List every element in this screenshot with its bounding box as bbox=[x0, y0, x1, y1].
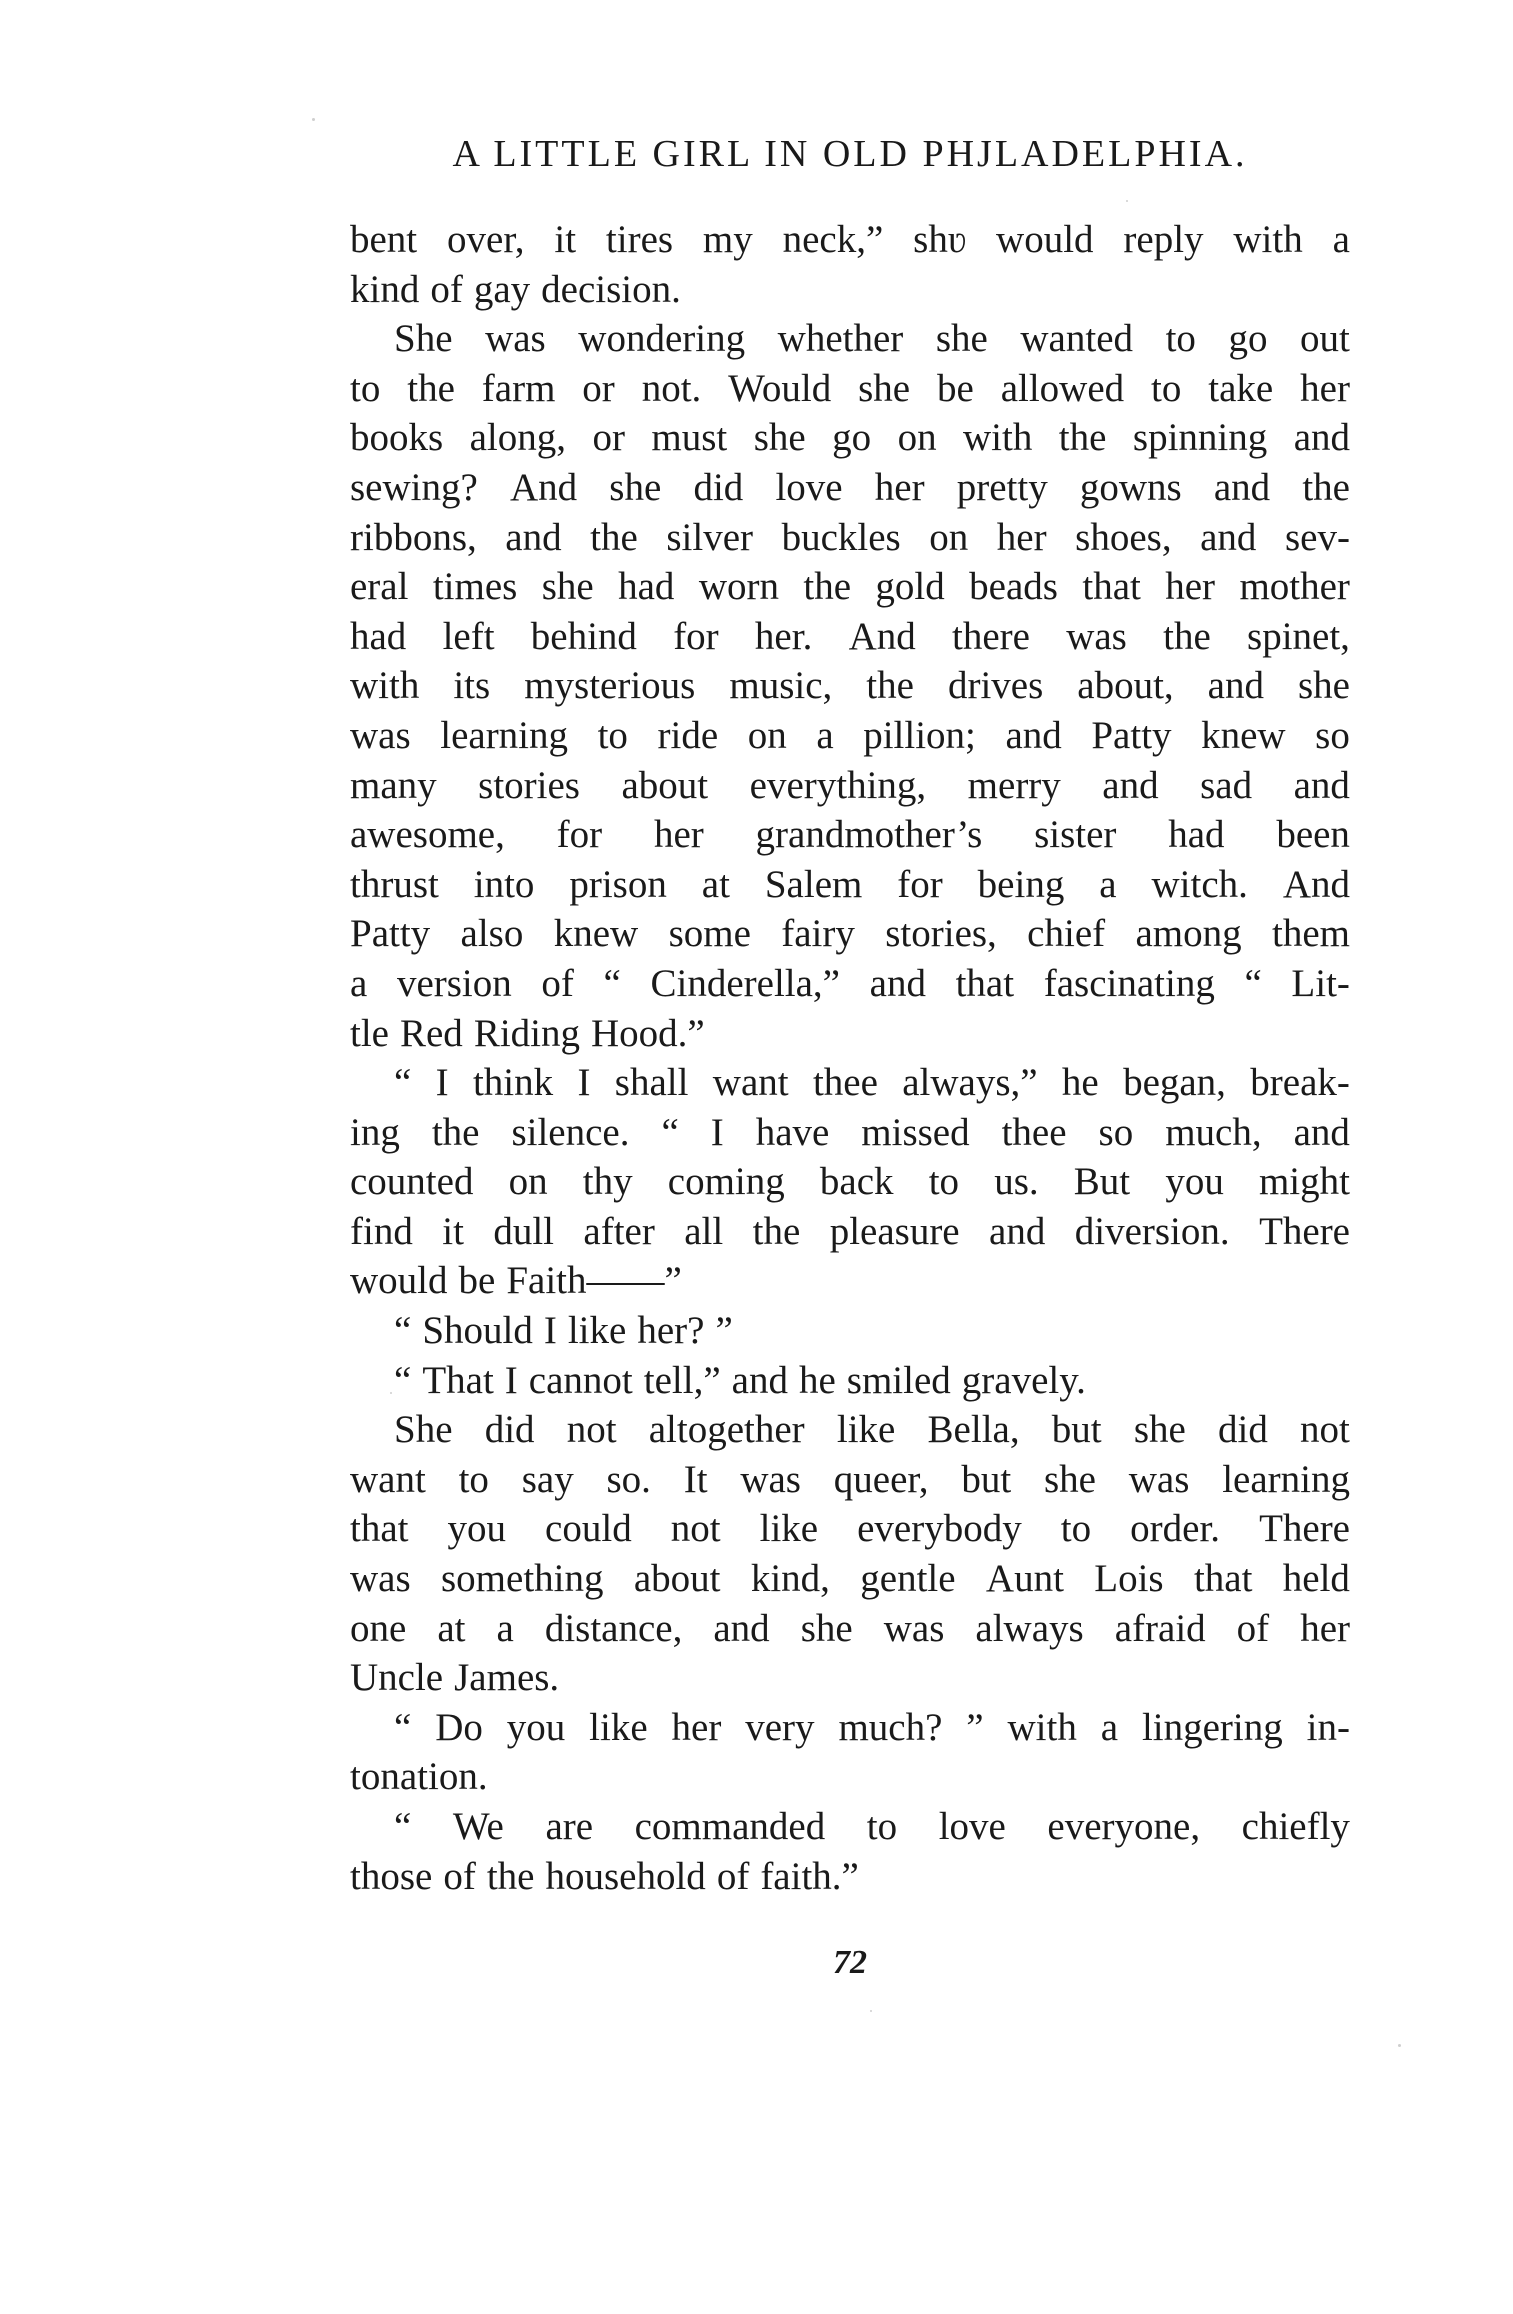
text-line: counted on thy coming back to us. But you might bbox=[350, 1160, 1350, 1204]
text-line: would be Faith——” bbox=[350, 1259, 682, 1303]
text-line: She did not altogether like Bella, but she did not bbox=[394, 1408, 1350, 1452]
text-line: a version of “ Cinderella,” and that fascinating “ Lit- bbox=[350, 961, 1350, 1005]
text-line: ing the silence. “ I have missed thee so much, and bbox=[350, 1110, 1350, 1154]
text-line: to the farm or not. Would she be allowed to take her bbox=[350, 366, 1350, 410]
text-line: that you could not like everybody to order. There bbox=[350, 1507, 1350, 1551]
text-line: Patty also knew some fairy stories, chief among them bbox=[350, 912, 1350, 956]
text-line: “ That I cannot tell,” and he smiled gravely. bbox=[394, 1358, 1086, 1402]
text-line: find it dull after all the pleasure and diversion. There bbox=[350, 1209, 1350, 1253]
text-line: those of the household of faith.” bbox=[350, 1854, 859, 1898]
text-line: She was wondering whether she wanted to go out bbox=[394, 317, 1350, 361]
text-line: want to say so. It was queer, but she was learning bbox=[350, 1457, 1350, 1501]
text-line: eral times she had worn the gold beads that her mother bbox=[350, 565, 1350, 609]
body-text bbox=[350, 215, 1350, 1901]
text-line: books along, or must she go on with the spinning and bbox=[350, 416, 1350, 460]
text-line: “ We are commanded to love everyone, chiefly bbox=[394, 1805, 1350, 1848]
text-line: tle Red Riding Hood.” bbox=[350, 1011, 705, 1055]
text-line: tonation. bbox=[350, 1755, 488, 1799]
text-line: thrust into prison at Salem for being a witch. And bbox=[350, 862, 1350, 906]
text-line: Uncle James. bbox=[350, 1656, 560, 1700]
text-line: one at a distance, and she was always afraid of her bbox=[350, 1606, 1350, 1650]
paper-speck bbox=[390, 1392, 392, 1394]
paper-speck bbox=[1398, 2044, 1401, 2047]
text-line: had left behind for her. And there was the spinet, bbox=[350, 614, 1350, 658]
page-number: 72 bbox=[833, 1944, 867, 1981]
text-line: “ I think I shall want thee always,” he began, break- bbox=[394, 1061, 1350, 1105]
text-line: kind of gay decision. bbox=[350, 267, 681, 311]
text-line: sewing? And she did love her pretty gowns and the bbox=[350, 465, 1350, 509]
paper-speck bbox=[312, 118, 315, 121]
text-line: was learning to ride on a pillion; and Patty knew so bbox=[350, 713, 1350, 757]
text-line: ribbons, and the silver buckles on her shoes, and sev- bbox=[350, 515, 1350, 559]
paper-speck bbox=[870, 2010, 872, 2012]
text-line: with its mysterious music, the drives about, and she bbox=[350, 664, 1350, 708]
text-line: many stories about everything, merry and sad and bbox=[350, 763, 1350, 807]
text-line: awesome, for her grandmother’s sister had been bbox=[350, 813, 1350, 857]
running-head: A LITTLE GIRL IN OLD PHJLADELPHIA. bbox=[452, 133, 1248, 175]
text-line: bent over, it tires my neck,” shʋ would reply with a bbox=[350, 218, 1350, 261]
text-line: was something about kind, gentle Aunt Lois that held bbox=[350, 1557, 1350, 1601]
paper-speck bbox=[1126, 200, 1128, 202]
text-line: “ Do you like her very much? ” with a lingering in- bbox=[394, 1705, 1350, 1749]
text-line: “ Should I like her? ” bbox=[394, 1309, 733, 1353]
